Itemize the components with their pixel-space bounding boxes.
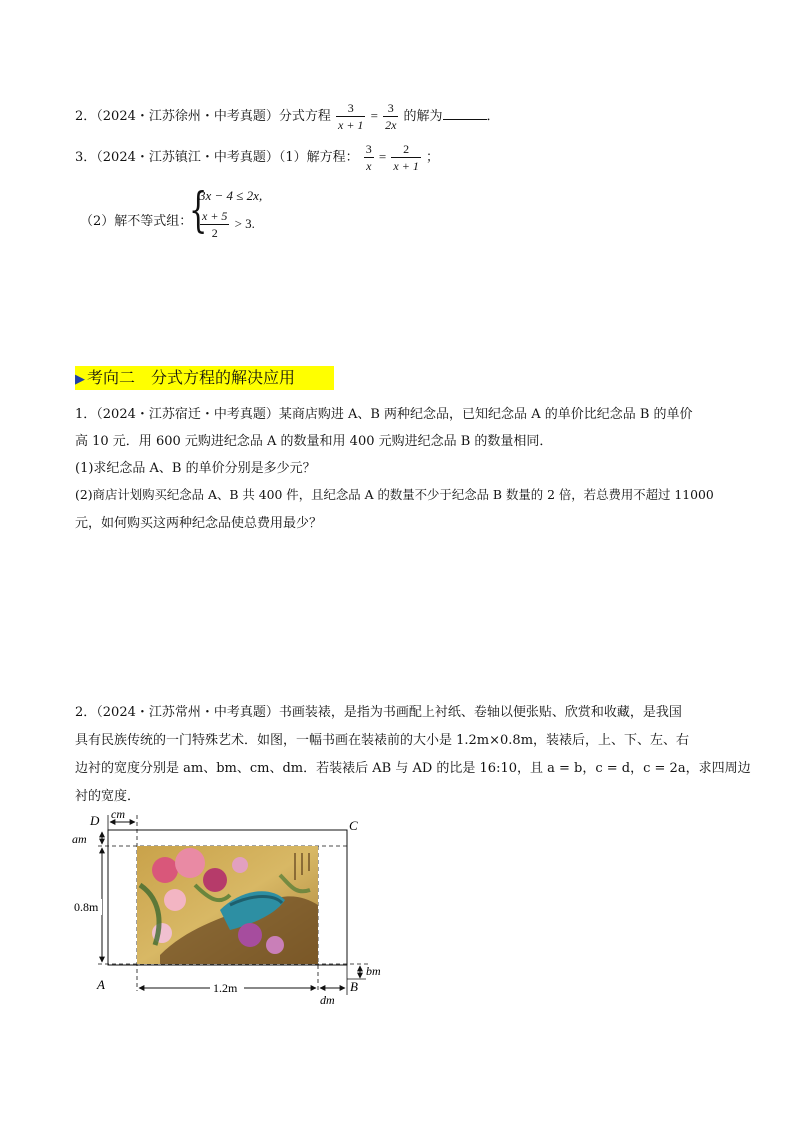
inequality-1: 3x − 4 ≤ 2x, xyxy=(199,188,263,203)
label-bm: bm xyxy=(366,964,381,978)
q3-fraction-left: $\frac{3}{x}$ xyxy=(365,142,372,173)
p2-line-4: 衬的宽度． xyxy=(75,789,141,804)
p2-line-2: 具有民族传统的一门特殊艺术．如图，一幅书画在装裱前的大小是 1.2m×0.8m，装裱后，上、下、左、右 xyxy=(75,733,690,748)
label-am: am xyxy=(72,832,87,846)
p1-line-1: 1．（2024・江苏宿迁・中考真题）某商店购进 A、B 两种纪念品，已知纪念品 A 的单价比纪念品 B 的单价 xyxy=(75,407,693,422)
answer-blank[interactable] xyxy=(443,107,487,120)
label-A: A xyxy=(97,977,105,992)
q2-fraction-right: $\frac{3}{2x}$ xyxy=(385,101,397,132)
p1-line-4: (2)商店计划购买纪念品 A、B 共 400 件，且纪念品 A 的数量不少于纪念品 B 数量的 2 倍，若总费用不超过 11000 xyxy=(75,487,714,502)
label-width: 1.2m xyxy=(213,981,238,995)
q3-part2-label: （2）解不等式组： xyxy=(80,214,193,229)
triangle-marker-icon: ▶ xyxy=(75,372,85,387)
q3-fraction-right: $\frac{2}{x + 1}$ xyxy=(393,142,419,173)
label-B: B xyxy=(350,979,358,994)
painting-image xyxy=(137,846,318,964)
q3-line: 3．（2024・江苏镇江・中考真题）（1）解方程： $\frac{3}{x}$ = $\frac{2}{x + 1}$ ； xyxy=(75,142,439,173)
p2-line-1: 2．（2024・江苏常州・中考真题）书画装裱，是指为书画配上衬纸、卷轴以便张贴、欣赏和收藏，是我国 xyxy=(75,705,682,720)
p2-line-3: 边衬的宽度分别是 am、bm、cm、dm．若装裱后 AB 与 AD 的比是 16:10，且 a = b，c = d，c = 2a，求四周边 xyxy=(75,761,751,776)
p1-line-5: 元，如何购买这两种纪念品使总费用最少？ xyxy=(75,516,323,531)
inequality-2: $\frac{x + 5}{2}$ > 3. xyxy=(202,209,255,240)
section-header: ▶ 考向二 分式方程的解决应用 xyxy=(75,366,334,390)
label-height: 0.8m xyxy=(74,900,99,914)
system-brace: { xyxy=(189,182,208,238)
label-dm: dm xyxy=(320,993,335,1007)
p1-line-2: 高 10 元．用 600 元购进纪念品 A 的数量和用 400 元购进纪念品 B 的数量相同． xyxy=(75,434,553,449)
label-D: D xyxy=(90,813,100,828)
label-C: C xyxy=(349,818,358,833)
label-cm: cm xyxy=(111,807,125,821)
q2-fraction-left: $\frac{3}{x + 1}$ xyxy=(338,101,364,132)
mounting-figure xyxy=(70,805,400,1010)
q2-line: 2．（2024・江苏徐州・中考真题）分式方程 $\frac{3}{x + 1}$ = $\frac{3}{2x}$ 的解为 ． xyxy=(75,101,500,132)
p1-line-3: (1)求纪念品 A、B 的单价分别是多少元？ xyxy=(75,461,316,476)
